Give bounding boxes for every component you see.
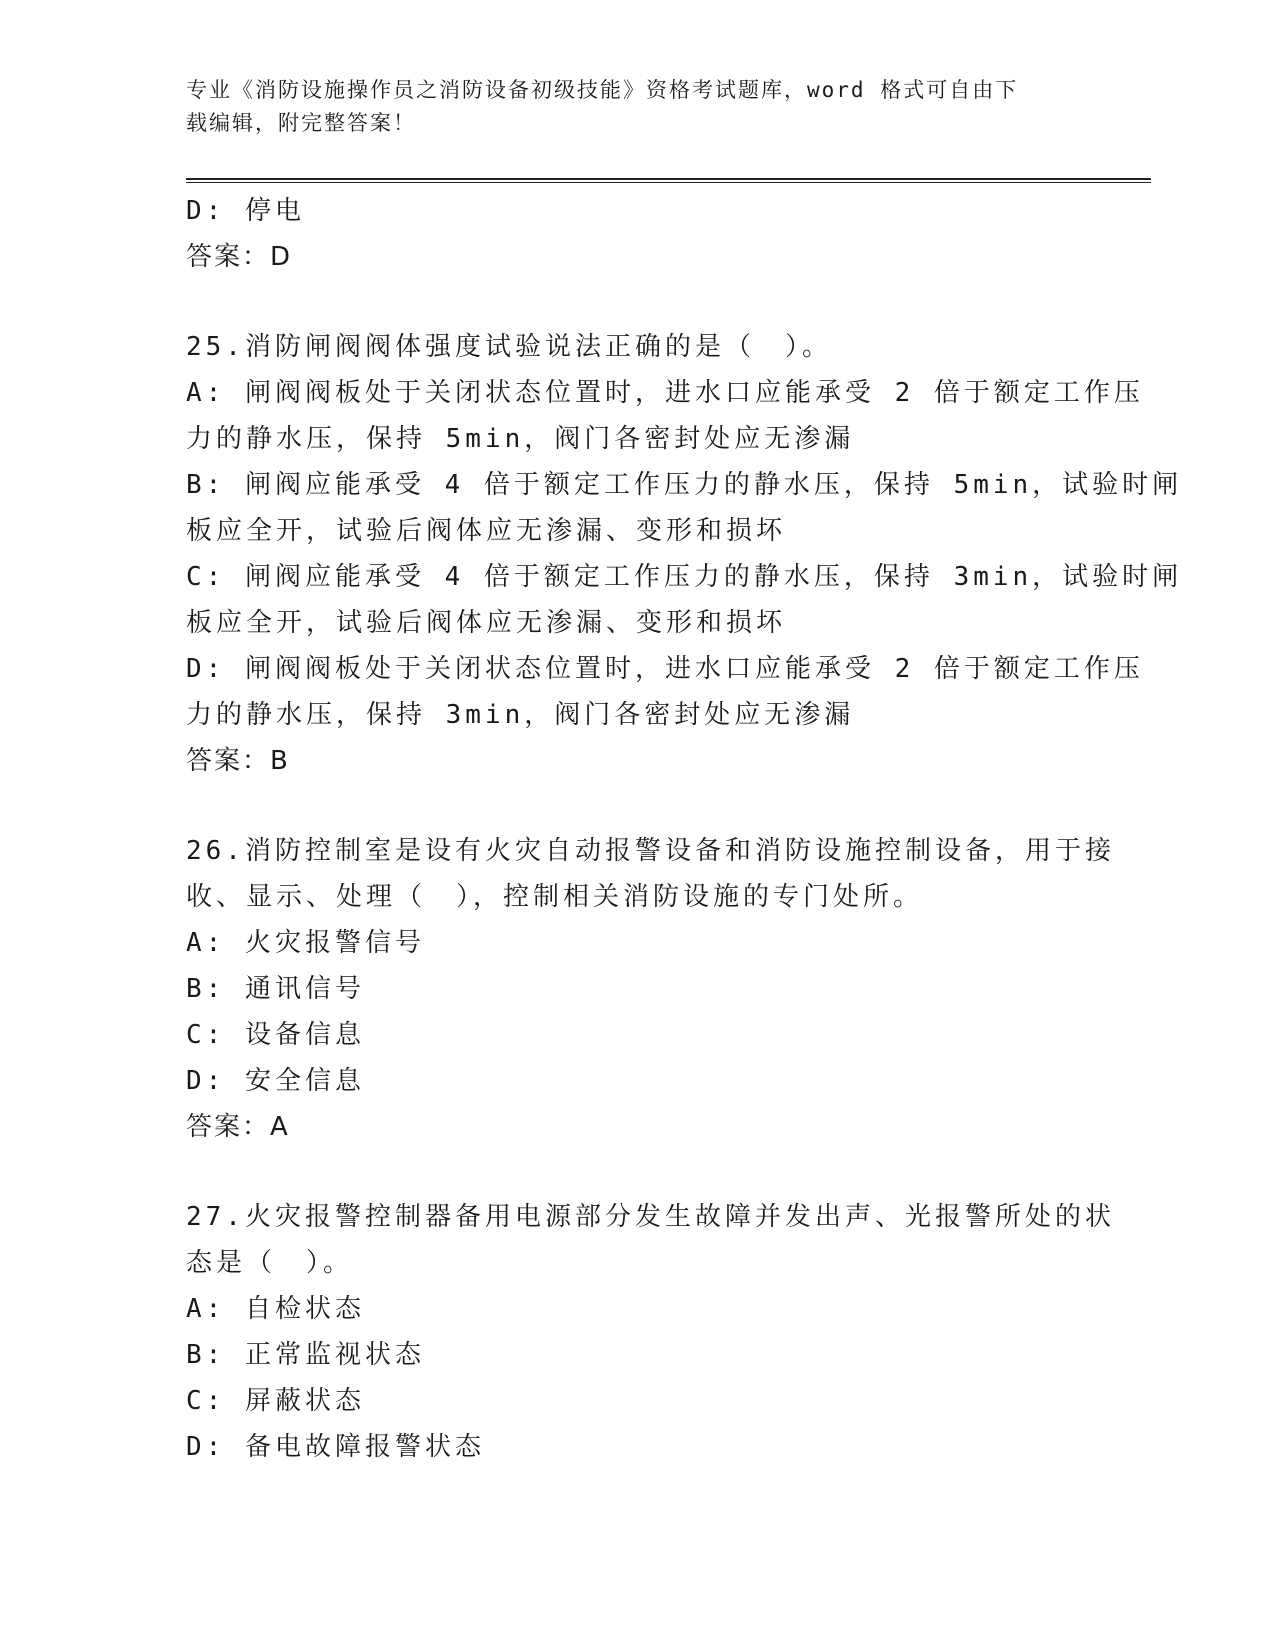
option-c-line-1: C: 闸阀应能承受 4 倍于额定工作压力的静水压，保持 3min，试验时闸 (186, 562, 1183, 592)
page-header (186, 74, 1066, 140)
spacer (186, 784, 1086, 828)
option-b: B: 通讯信号 (186, 974, 365, 1004)
option-c: C: 屏蔽状态 (186, 1386, 365, 1416)
answer-line: 答案：A (186, 1112, 290, 1142)
option-b-line-1: B: 闸阀应能承受 4 倍于额定工作压力的静水压，保持 5min，试验时闸 (186, 470, 1183, 500)
header-rule-thick (186, 178, 1151, 180)
header-line-1: 专业《消防设施操作员之消防设备初级技能》资格考试题库，word 格式可自由下 (186, 78, 1019, 102)
option-c-line-2: 板应全开，试验后阀体应无渗漏、变形和损坏 (186, 608, 787, 638)
question-27 (186, 1194, 1115, 1470)
option-d: D: 停电 (186, 196, 305, 226)
prev-question-tail (186, 188, 1086, 280)
option-b: B: 正常监视状态 (186, 1340, 425, 1370)
option-a: A: 火灾报警信号 (186, 928, 425, 958)
spacer (186, 1150, 1086, 1194)
question-stem-line-2: 收、显示、处理（ ），控制相关消防设施的专门处所。 (186, 882, 924, 912)
header-rule-thin (186, 182, 1151, 183)
question-25 (186, 324, 1183, 784)
question-stem-line-1: 27.火灾报警控制器备用电源部分发生故障并发出声、光报警所处的状 (186, 1202, 1115, 1232)
option-d: D: 安全信息 (186, 1066, 365, 1096)
option-a-line-1: A: 闸阀阀板处于关闭状态位置时，进水口应能承受 2 倍于额定工作压 (186, 378, 1144, 408)
option-d-line-2: 力的静水压，保持 3min，阀门各密封处应无渗漏 (186, 700, 855, 730)
answer-line: 答案：D (186, 242, 293, 272)
question-stem-line-1: 26.消防控制室是设有火灾自动报警设备和消防设施控制设备，用于接 (186, 836, 1115, 866)
answer-line: 答案：B (186, 746, 290, 776)
option-a-line-2: 力的静水压，保持 5min，阀门各密封处应无渗漏 (186, 424, 855, 454)
header-line-2: 载编辑，附完整答案！ (186, 111, 416, 135)
question-content (186, 188, 1183, 1470)
option-d: D: 备电故障报警状态 (186, 1432, 485, 1462)
question-stem: 25.消防闸阀阀体强度试验说法正确的是（ ）。 (186, 332, 832, 362)
option-a: A: 自检状态 (186, 1294, 365, 1324)
question-26 (186, 828, 1115, 1150)
question-stem-line-2: 态是（ ）。 (186, 1248, 354, 1278)
option-b-line-2: 板应全开，试验后阀体应无渗漏、变形和损坏 (186, 516, 787, 546)
spacer (186, 280, 1086, 324)
option-d-line-1: D: 闸阀阀板处于关闭状态位置时，进水口应能承受 2 倍于额定工作压 (186, 654, 1144, 684)
option-c: C: 设备信息 (186, 1020, 365, 1050)
